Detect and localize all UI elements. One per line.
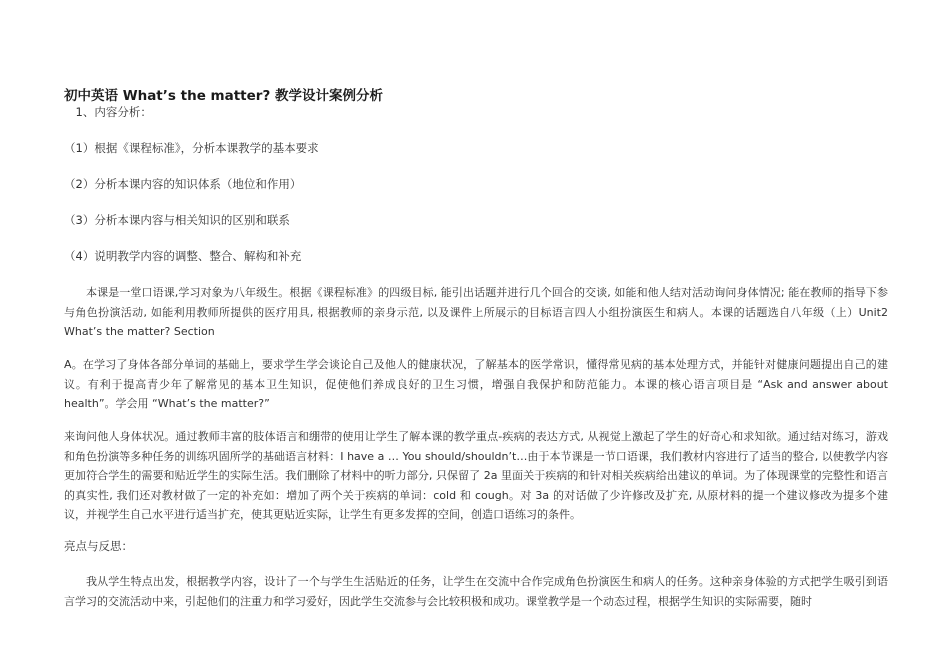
paragraph-teaching-methods: 来询问他人身体状况。通过教师丰富的肢体语言和绷带的使用让学生了解本课的教学重点-疾病的表达方式, 从视觉上激起了学生的好奇心和求知欲。通过结对练习，游戏和角色扮演等多种任务的训练巩固所学的基础语言材料：I have a … You should/shouldn’t…由于本节课是一节口语课，我们教材内容进行了适当的整合, 以使教学内容更加符合学生的需要和贴近学生的实际生活。我们删除了材料中的听力部分, 只保留了 2a 里面关于疾病的和针对相关疾病给出建议的单词。为了体现课堂的完整性和语言的真实性, 我们还对教材做了一定的补充如：增加了两个关于疾病的单词：cold 和 cough。对 3a 的对话做了少许修改及扩充, 从原材料的提一个建议修改为提多个建议，并视学生自己水平进行适当扩充，使其更贴近实际，让学生有更多发挥的空间，创造口语练习的条件。 — [64, 430, 888, 521]
document-title: 初中英语 What’s the matter? 教学设计案例分析 — [64, 88, 383, 104]
list-item: （2）分析本课内容的知识体系（地位和作用） — [64, 177, 302, 191]
paragraph-lesson-goals: A。在学习了身体各部分单词的基础上，要求学生学会谈论自己及他人的健康状况，了解基本的医学常识，懂得常见病的基本处理方式，并能针对健康问题提出自己的建议。有利于提高青少年了解常见的基本卫生知识，促使他们养成良好的卫生习惯，增强自我保护和防范能力。本课的核心语言项目是 “Ask and answer about health”。学会用 “What’s the matter?” — [64, 358, 888, 410]
highlights-heading: 亮点与反思： — [64, 539, 133, 553]
list-item: （4）说明教学内容的调整、整合、解构和补充 — [64, 249, 302, 263]
paragraph-reflection: 我从学生特点出发，根据教学内容，设计了一个与学生生活贴近的任务，让学生在交流中合作完成角色扮演医生和病人的任务。这种亲身体验的方式把学生吸引到语言学习的交流活动中来，引起他们的注重力和学习爱好，因此学生交流参与会比较积极和成功。课堂教学是一个动态过程，根据学生知识的实际需要，随时 — [64, 575, 888, 608]
list-item: （3）分析本课内容与相关知识的区别和联系 — [64, 213, 290, 227]
paragraph-lesson-overview: 本课是一堂口语课,学习对象为八年级生。根据《课程标准》的四级目标, 能引出话题并进行几个回合的交谈, 如能和他人结对活动询问身体情况; 能在教师的指导下参与角色扮演活动, 如能利用教师所提供的医疗用具, 根据教师的亲身示范, 以及课件上所展示的目标语言四人小组扮演医生和病人。本课的话题选自八年级（上）Unit2 What’s the matter? Section — [64, 286, 888, 338]
section-heading-content-analysis: 1、内容分析： — [64, 105, 152, 119]
list-item: （1）根据《课程标准》，分析本课教学的基本要求 — [64, 141, 319, 155]
